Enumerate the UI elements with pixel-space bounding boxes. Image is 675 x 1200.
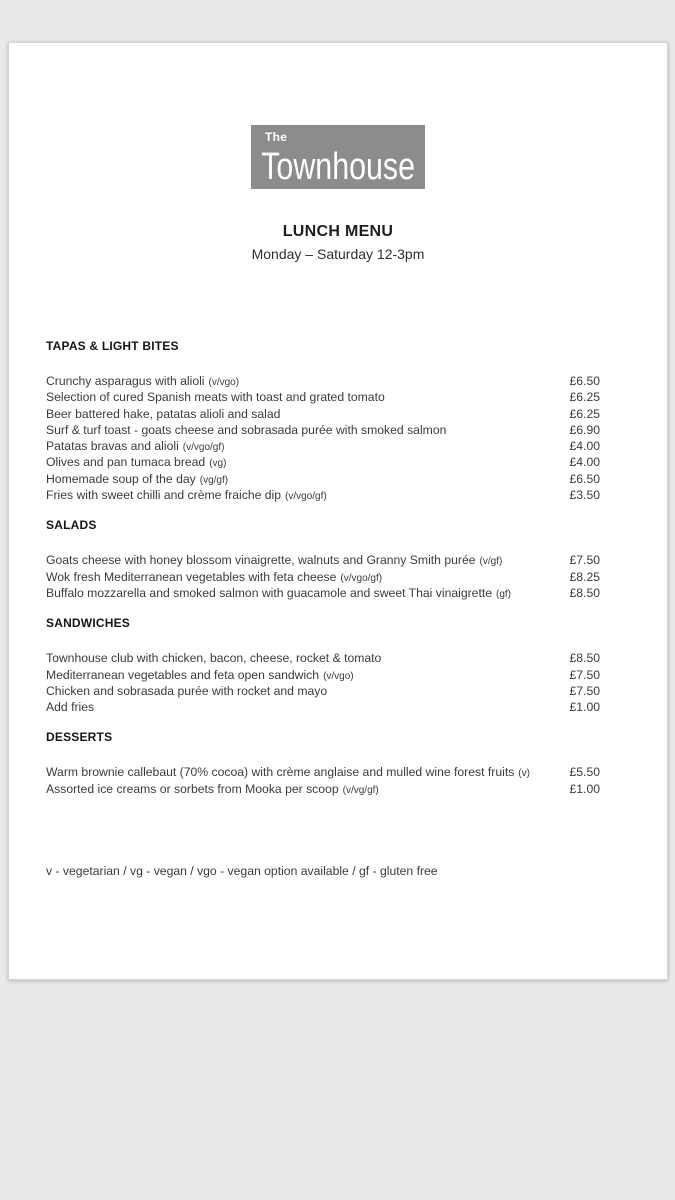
menu-item-name: Surf & turf toast - goats cheese and sobrasada purée with smoked salmon [46, 422, 447, 437]
menu-item [46, 454, 600, 470]
menu-item-price: £7.50 [569, 553, 600, 568]
dietary-tags: (v) [518, 768, 530, 780]
section-salads [46, 519, 600, 601]
section-desserts [46, 731, 600, 797]
menu-item [46, 406, 600, 422]
dietary-tags: (v/vgo/gf) [285, 491, 327, 503]
menu-item-name: Chicken and sobrasada purée with rocket and mayo [46, 683, 328, 698]
menu-item-price: £6.50 [569, 471, 600, 486]
dietary-tags: (v/vgo) [323, 670, 354, 682]
menu-item-price: £3.50 [569, 488, 600, 503]
dietary-tags: (v/vgo/gf) [182, 442, 225, 454]
menu-item [46, 569, 600, 585]
menu-item-name: Wok fresh Mediterranean vegetables with feta cheese (v/vgo/gf) [46, 569, 383, 584]
menu-item-name: Goats cheese with honey blossom vinaigrette, walnuts and Granny Smith purée (v/gf) [46, 553, 503, 568]
menu-item-price: £6.25 [569, 390, 600, 405]
section-heading: SALADS [46, 518, 97, 533]
menu-item [46, 373, 600, 389]
menu-item [46, 699, 600, 715]
menu-item-price: £4.00 [569, 455, 600, 470]
menu-item [46, 389, 600, 405]
menu-item [46, 552, 600, 568]
menu-item [46, 438, 600, 454]
menu-item-price: £8.25 [569, 569, 600, 584]
page-subtitle: Monday – Saturday 12-3pm [251, 246, 425, 262]
menu-item-price: £7.50 [569, 683, 600, 698]
menu-item [46, 471, 600, 487]
dietary-tags: (gf) [496, 588, 511, 600]
logo-name-wrap [251, 147, 425, 187]
menu-item-price: £6.50 [569, 374, 600, 388]
menu-item-name: Townhouse club with chicken, bacon, cheese, rocket & tomato [46, 651, 382, 666]
menu-item-name: Add fries [46, 700, 95, 715]
menu-item-name: Assorted ice creams or sorbets from Mooka per scoop (v/vg/gf) [46, 781, 379, 796]
section-heading: TAPAS & LIGHT BITES [46, 339, 179, 353]
menu-item [46, 650, 600, 666]
menu-item-price: £4.00 [569, 439, 600, 454]
menu-item-name: Patatas bravas and alioli (v/vgo/gf) [46, 439, 225, 454]
menu-item-name: Fries with sweet chilli and crème fraiche dip (v/vgo/gf) [46, 488, 327, 503]
dietary-tags: (vg) [209, 458, 227, 470]
menu-item-price: £6.90 [569, 422, 600, 437]
menu-item-price: £1.00 [569, 781, 600, 796]
menu-page [8, 42, 668, 980]
menu-item [46, 667, 600, 683]
menu-item-name: Crunchy asparagus with alioli (v/vgo) [46, 374, 240, 388]
menu-item [46, 422, 600, 438]
menu-item [46, 764, 600, 780]
menu-item-name: Buffalo mozzarella and smoked salmon with guacamole and sweet Thai vinaigrette (gf) [46, 585, 511, 600]
menu-item-price: £5.50 [569, 765, 600, 780]
menu-item-price: £7.50 [569, 667, 600, 682]
menu-item [46, 585, 600, 601]
menu-item [46, 781, 600, 797]
menu-body [9, 340, 667, 879]
dietary-tags: (v/vgo) [208, 377, 240, 388]
menu-item-price: £1.00 [569, 700, 600, 715]
menu-item-name: Mediterranean vegetables and feta open sandwich (v/vgo) [46, 667, 354, 682]
dietary-tags: (v/vg/gf) [342, 784, 379, 796]
menu-header [9, 125, 667, 263]
section-sandwiches [46, 617, 600, 715]
section-tapas [46, 340, 600, 503]
page-title: LUNCH MENU [282, 223, 394, 240]
menu-item-price: £8.50 [569, 585, 600, 600]
menu-item-name: Warm brownie callebaut (70% cocoa) with crème anglaise and mulled wine forest fruits (v) [46, 765, 530, 780]
menu-item-name: Homemade soup of the day (vg/gf) [46, 471, 229, 486]
menu-item-price: £8.50 [569, 651, 600, 666]
menu-item-name: Olives and pan tumaca bread (vg) [46, 455, 227, 470]
townhouse-logo [251, 125, 425, 189]
menu-item [46, 683, 600, 699]
menu-item-price: £6.25 [569, 406, 600, 421]
logo-prefix: The [265, 130, 288, 144]
logo-name: Townhouse [261, 146, 415, 188]
section-heading: DESSERTS [46, 730, 113, 745]
dietary-tags: (v/vgo/gf) [340, 572, 383, 584]
dietary-legend: v - vegetarian / vg - vegan / vgo - vegan option available / gf - gluten free [46, 864, 438, 879]
menu-item-name: Beer battered hake, patatas alioli and salad [46, 406, 281, 421]
dietary-tags: (vg/gf) [199, 474, 229, 486]
section-heading: SANDWICHES [46, 616, 131, 631]
menu-item [46, 487, 600, 503]
menu-item-name: Selection of cured Spanish meats with toast and grated tomato [46, 390, 385, 405]
dietary-tags: (v/gf) [479, 556, 503, 568]
